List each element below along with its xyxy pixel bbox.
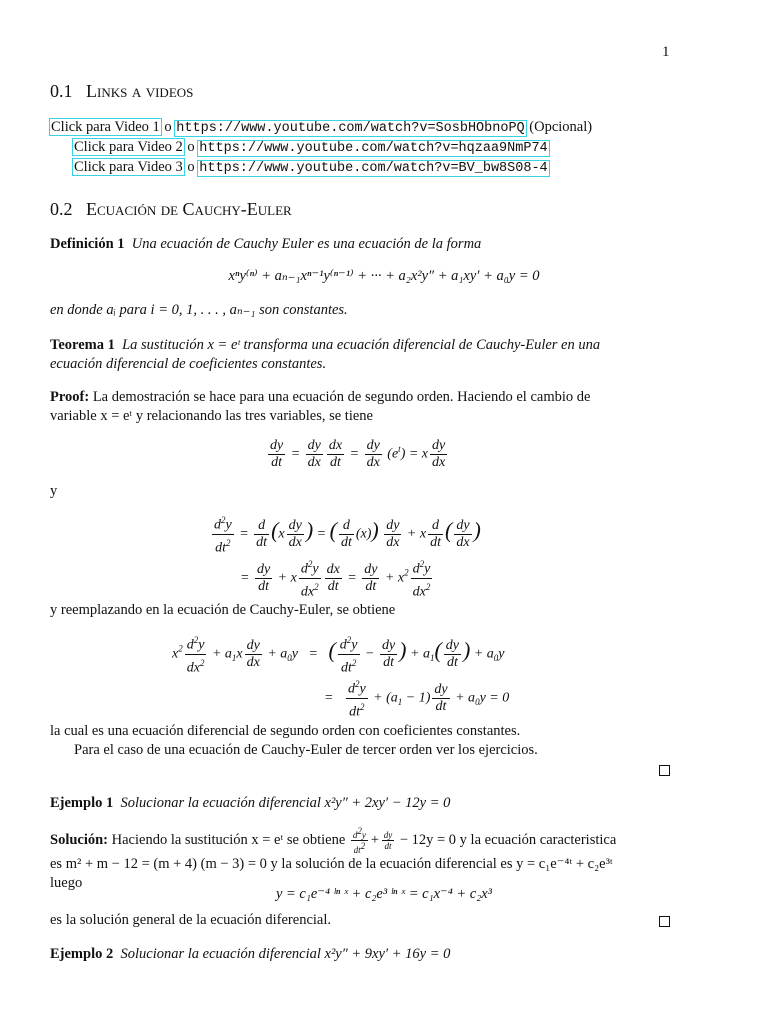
equation-second-derivative-line-2: = $\frac{dy}{dt}$ + x $\frac{d^2y}{dx^2}$ $\frac{dx}{dt}$ = $\frac{dy}{dt}$ + $x^2$ $\frac{d^2y}{dx^2}$: [240, 556, 434, 600]
solucion-after: es la solución general de la ecuación diferencial.: [50, 912, 332, 928]
proof-cual: la cual es una ecuación diferencial de segundo orden con coeficientes constantes.: [50, 723, 521, 739]
solucion-line-2: es m² + m − 12 = (m + 4) (m − 3) = 0 y la solución de la ecuación diferencial es y = c₁e⁻⁴ᵗ + c₂e³ᵗ: [50, 856, 613, 872]
proof-line-1: La demostración se hace para una ecuación de segundo orden. Haciendo el cambio de: [92, 389, 591, 405]
equation-substitution-line-1: $x^2$ $\frac{d^2y}{dx^2}$ + $a_1x$ $\frac{dy}{dx}$ + $a_0y$ = ( $\frac{d^2y}{dt^2}$ − $\frac{dy}{dt}$ ) + $a_1$( $\frac{dy}{dt}$ ) + $a_0y$: [172, 632, 505, 676]
video-1-url-link[interactable]: https://www.youtube.com/watch?v=SosbHObnoPQ: [176, 121, 525, 136]
proof-para: Para el caso de una ecuación de Cauchy-Euler de tercer orden ver los ejercicios.: [74, 742, 538, 758]
qed-square-icon: [659, 765, 670, 776]
solucion-line-3: luego: [50, 875, 83, 891]
ejemplo-2-label: Ejemplo 2: [50, 946, 114, 962]
definition-label: Definición 1: [50, 236, 125, 252]
definition-after: en donde aᵢ para i = 0, 1, . . . , aₙ₋₁ son constantes.: [50, 302, 348, 318]
theorem-label: Teorema 1: [50, 337, 115, 353]
definition-text: Una ecuación de Cauchy Euler es una ecuación de la forma: [131, 236, 482, 252]
proof-line-2: variable x = eᵗ y relacionando las tres variables, se tiene: [50, 408, 373, 424]
equation-substitution-line-2: = $\frac{d^2y}{dt^2}$ + $(a_1 - 1)$ $\frac{dy}{dt}$ + $a_0y = 0$: [324, 676, 509, 720]
equation-first-derivative: $\frac{dy}{dt}$ = $\frac{dy}{dx}$ $\frac{dx}{dt}$ = $\frac{dy}{dx}$ $(e^t) = x$ $\frac{dy}{dx}$: [270, 438, 446, 470]
section-number: 0.2: [50, 199, 73, 219]
ejemplo-1: [50, 795, 450, 812]
solucion-line-1a: Haciendo la sustitución x = eᵗ se obtiene: [111, 831, 346, 848]
ejemplo-2: [50, 946, 450, 963]
section-heading-cauchy-euler: [50, 199, 292, 220]
video-link-row-2: Click para Video 2 o https://www.youtube.com/watch?v=hqzaa9NmP74: [74, 139, 548, 156]
definition-equation: xⁿy⁽ⁿ⁾ + aₙ₋₁xⁿ⁻¹y⁽ⁿ⁻¹⁾ + ··· + a₂x²y″ + a₁xy′ + a₀y = 0: [228, 268, 540, 284]
video-links: [50, 118, 592, 178]
theorem-line-1: La sustitución x = eᵗ transforma una ecuación diferencial de Cauchy-Euler en una: [122, 337, 601, 353]
video-1-link[interactable]: Click para Video 1: [51, 119, 160, 135]
section-heading-links: [50, 81, 193, 102]
equation-second-derivative-line-1: $\frac{d^2y}{dt^2}$ = $\frac{d}{dt}$ (x $\frac{dy}{dx}$ ) = ( $\frac{d}{dt}$ (x)) $\frac{dy}{dx}$ + x $\frac{d}{dt}$ ( $\frac{dy}{dx}$ ): [210, 512, 481, 556]
section-title: Links a videos: [86, 81, 194, 101]
proof-reemplazando: y reemplazando en la ecuación de Cauchy-Euler, se obtiene: [50, 602, 396, 618]
optional-note: (Opcional): [529, 119, 593, 135]
theorem: [50, 336, 720, 374]
video-2-link[interactable]: Click para Video 2: [74, 139, 183, 155]
theorem-line-2: ecuación diferencial de coeficientes constantes.: [50, 356, 327, 372]
ejemplo-2-text: Solucionar la ecuación diferencial x²y″ + 9xy′ + 16y = 0: [120, 946, 451, 962]
proof-conclusion: [50, 722, 538, 760]
video-2-url-link[interactable]: https://www.youtube.com/watch?v=hqzaa9NmP74: [199, 141, 548, 156]
proof-label: Proof:: [50, 389, 90, 405]
video-3-url-link[interactable]: https://www.youtube.com/watch?v=BV_bw8S08-4: [199, 161, 548, 176]
video-link-row-3: Click para Video 3 o https://www.youtube.com/watch?v=BV_bw8S08-4: [74, 159, 548, 176]
qed-square-icon: [659, 916, 670, 927]
video-link-row-1: Click para Video 1 o https://www.youtube.com/watch?v=SosbHObnoPQ (Opcional): [51, 119, 593, 136]
solucion: [50, 826, 720, 893]
section-number: 0.1: [50, 81, 73, 101]
definition: [50, 236, 481, 253]
video-3-link[interactable]: Click para Video 3: [74, 159, 183, 175]
solucion-label: Solución:: [50, 831, 109, 848]
proof-intro: [50, 388, 590, 426]
ejemplo-1-text: Solucionar la ecuación diferencial x²y″ + 2xy′ − 12y = 0: [120, 795, 451, 811]
proof-y: y: [50, 483, 58, 499]
solucion-inline-fraction: $\frac{d^2y}{dt^2}$ + $\frac{dy}{dt}$: [352, 826, 393, 855]
solucion-equation: y = c₁e⁻⁴ ˡⁿ ˣ + c₂e³ ˡⁿ ˣ = c₁x⁻⁴ + c₂x³: [275, 886, 493, 902]
ejemplo-1-label: Ejemplo 1: [50, 795, 114, 811]
page-number: 1: [662, 44, 670, 60]
section-title: Ecuación de Cauchy-Euler: [86, 199, 292, 219]
solucion-line-1b: − 12y = 0 y la ecuación caracteristica: [399, 831, 617, 848]
